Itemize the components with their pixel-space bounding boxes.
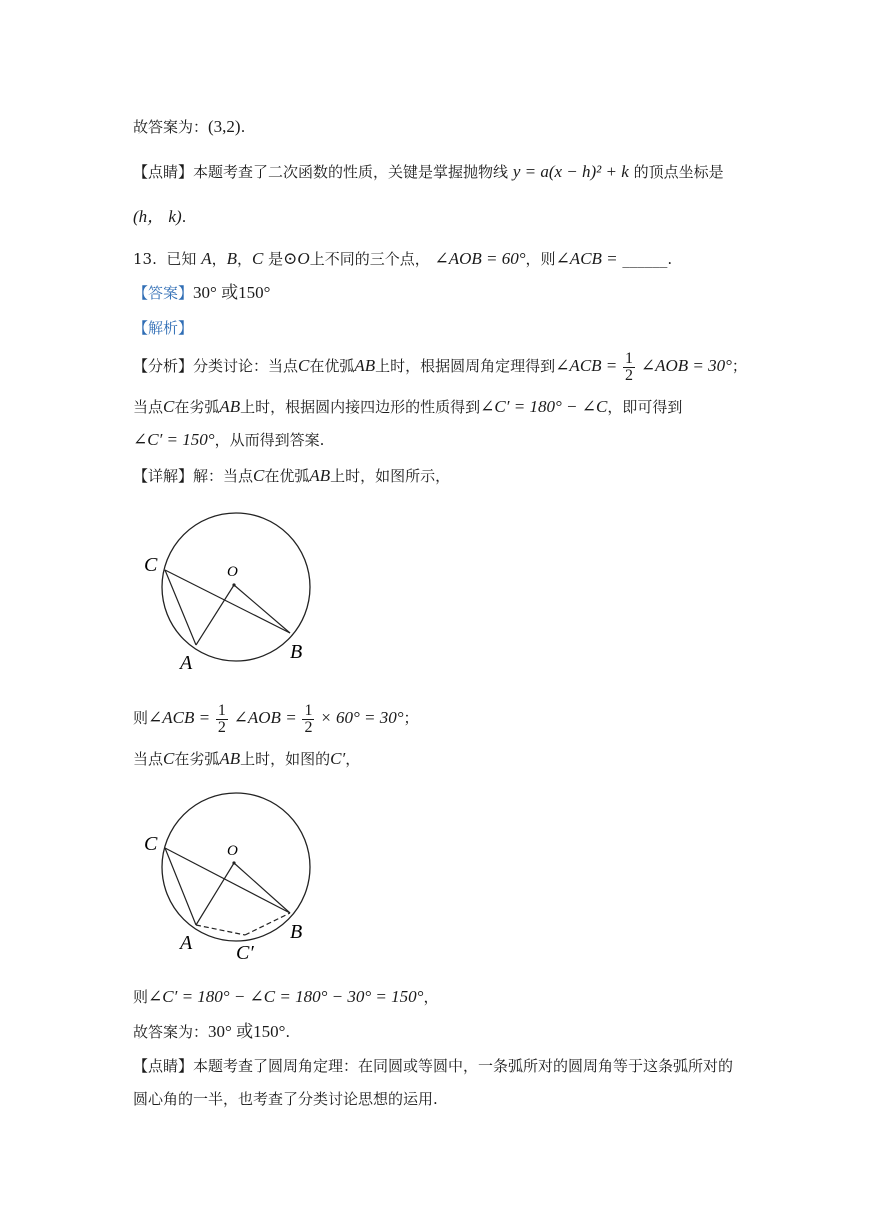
parabola-formula: y = a(x − h)² + k [512, 162, 629, 181]
label-b: B [290, 921, 303, 943]
fenxi-line-1: 【分析】分类讨论：当点C在优弧AB上时，根据圆周角定理得到∠ACB = $\frac{1}{2}$ ∠AOB = 30°； [133, 349, 747, 384]
dianjing2-line-1: 【点睛】本题考查了圆周角定理：在同圆或等圆中，一条弧所对的圆周角等于这条弧所对的 [133, 1057, 734, 1075]
center-point [232, 583, 235, 586]
segment-ca [165, 570, 196, 645]
fraction-half: $\frac{1}{2}$ [625, 349, 634, 384]
case-2-line: 当点C在劣弧AB上时，如图的C′， [133, 749, 361, 768]
answer-math: (3,2) [208, 117, 241, 136]
vertex-coords: (h， k) [133, 207, 182, 226]
analysis-tag: 【解析】 [133, 319, 194, 337]
analysis-line [133, 317, 193, 339]
segment-ca [165, 848, 196, 925]
segment-oa [196, 585, 234, 645]
dianjing-line-2: (h， k). [133, 207, 187, 226]
label-o: O [227, 843, 238, 859]
center-point [232, 861, 235, 864]
label-a: A [180, 652, 193, 674]
dianjing-line-1: 【点睛】本题考查了二次函数的性质，关键是掌握抛物线 y = a(x − h)² + k 的顶点坐标是 [133, 162, 724, 181]
final-answer-line: 故答案为：30° 或150°. [133, 1022, 291, 1041]
figure-1-circle [140, 505, 340, 675]
label-o: O [227, 564, 238, 580]
question-13: 13. 已知 A，B，C 是⊙O上不同的三个点， ∠AOB = 60°，则∠ACB = ______. [133, 249, 673, 268]
answer-blank: ______ [622, 250, 668, 268]
xiangjie-line: 【详解】解：当点C在优弧AB上时，如图所示， [133, 466, 451, 485]
ze-line-1: 则∠ACB = $\frac{1}{2}$ ∠AOB = $\frac{1}{2}$ × 60° = 30°； [133, 701, 419, 736]
label-b: B [290, 641, 303, 663]
label-c: C [144, 833, 158, 855]
answer-tag: 【答案】 [133, 284, 194, 302]
dianjing-tag: 【点睛】 [133, 163, 194, 181]
segment-oa [196, 863, 234, 925]
dianjing2-line-2: 圆心角的一半，也考查了分类讨论思想的运用. [133, 1090, 438, 1108]
label-c: C [144, 554, 158, 576]
fenxi-line-2: 当点C在劣弧AB上时，根据圆内接四边形的性质得到∠C′ = 180° − ∠C，即可得到 [133, 397, 683, 416]
fenxi-line-3: ∠C′ = 150°，从而得到答案. [133, 430, 325, 449]
circle-o [162, 793, 310, 941]
answer-line: 【答案】30° 或150° [133, 283, 271, 302]
figure-2-circle [140, 785, 340, 970]
answer-line-prev: 故答案为：(3,2). [133, 117, 246, 136]
label-c-prime: C′ [236, 942, 254, 964]
ze-line-2: 则∠C′ = 180° − ∠C = 180° − 30° = 150°， [133, 987, 439, 1006]
label-a: A [180, 932, 193, 954]
